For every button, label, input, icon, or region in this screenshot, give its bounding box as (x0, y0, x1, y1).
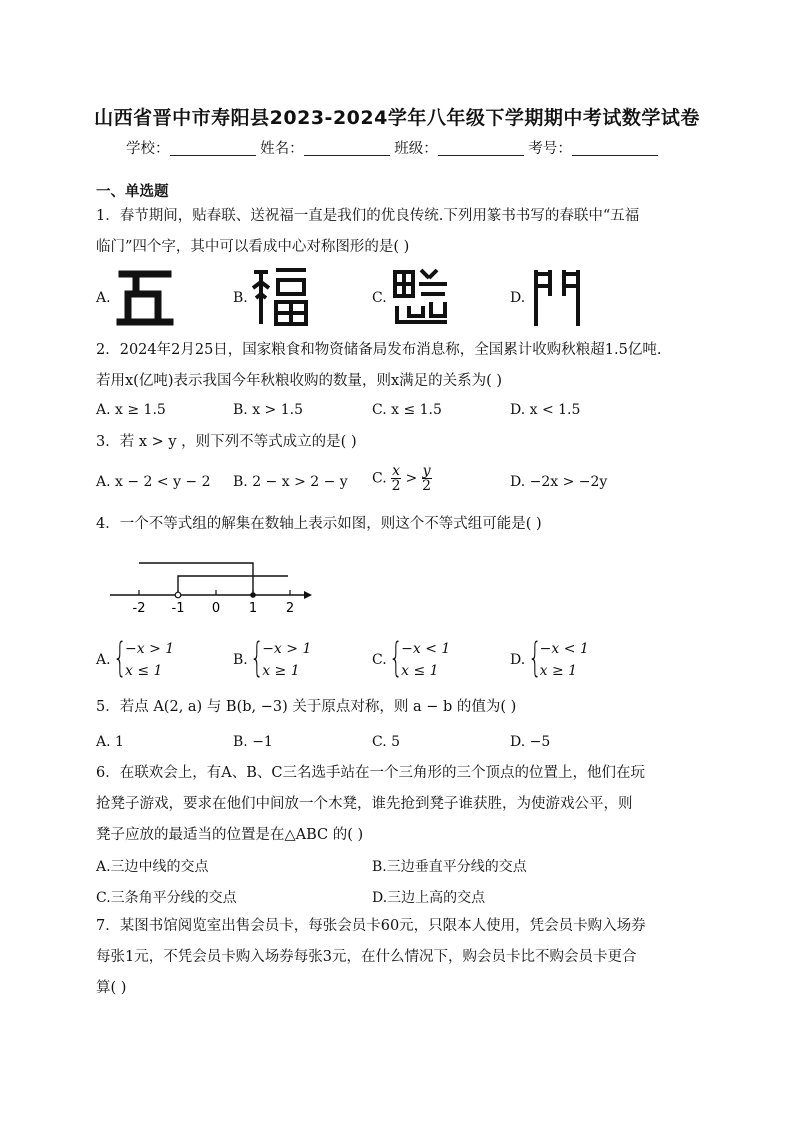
open-point-minus1 (175, 592, 181, 598)
field-name-label: 姓名： (260, 141, 304, 157)
q3-option-b: B. 2 − x > 2 − y (233, 474, 348, 490)
q6-option-c: C.三条角平分线的交点 (96, 890, 237, 906)
q2-option-d: D. x < 1.5 (510, 402, 581, 418)
q3-line1: 3．若 x > y ，则下列不等式成立的是( ) (96, 434, 357, 450)
q3-option-c (372, 464, 432, 493)
q5-option-a: A. 1 (96, 734, 124, 750)
q2-option-b: B. x > 1.5 (233, 402, 303, 418)
info-line (126, 137, 658, 158)
q1-option-d-label: D. (510, 290, 526, 306)
field-school-blank[interactable] (170, 141, 256, 156)
q3-option-c-gt: > (405, 470, 418, 487)
q1-option-a-label: A. (96, 290, 111, 306)
q3-option-a: A. x − 2 < y − 2 (96, 474, 211, 490)
q4-option-c: C. { −x < 1 x ≤ 1 (372, 635, 451, 681)
tick-label: -1 (171, 601, 185, 616)
tick-label: 2 (285, 601, 295, 616)
field-class-label: 班级： (394, 141, 438, 157)
q2-option-c: C. x ≤ 1.5 (372, 402, 442, 418)
section-title: 一、单选题 (96, 184, 169, 200)
q6-option-b: B.三边垂直平分线的交点 (372, 859, 527, 875)
q1-option-b-label: B. (233, 290, 248, 306)
q7-line3: 算( ) (96, 980, 127, 996)
tick-label: 0 (211, 601, 221, 616)
q3-option-d: D. −2x > −2y (510, 474, 608, 490)
field-id-blank[interactable] (572, 141, 658, 156)
q1-line2: 临门”四个字，其中可以看成中心对称图形的是( ) (96, 239, 410, 255)
q1-line1: 1．春节期间，贴春联、送祝福一直是我们的优良传统.下列用篆书书写的春联中“五福 (96, 208, 640, 224)
q2-line2: 若用x(亿吨)表示我国今年秋粮收购的数量，则x满足的关系为( ) (96, 373, 503, 389)
q3-option-c-frac-left: $\frac{x}{2}$ (391, 463, 401, 494)
field-class-blank[interactable] (438, 141, 524, 156)
q6-line2: 抢凳子游戏，要求在他们中间放一个木凳，谁先抢到凳子谁获胜，为使游戏公平，则 (96, 796, 633, 812)
q5-line1: 5．若点 A(2, a) 与 B(b, −3) 关于原点对称，则 a − b 的值为( ) (96, 699, 517, 715)
q4-option-b: B. { −x > 1 x ≥ 1 (233, 635, 312, 681)
q5-option-d: D. −5 (510, 734, 551, 750)
q6-line3: 凳子应放的最适当的位置是在△ABC 的( ) (96, 827, 364, 843)
q7-line1: 7．某图书馆阅览室出售会员卡，每张会员卡60元，只限本人使用，凭会员卡购入场券 (96, 918, 646, 934)
q7-line2: 每张1元，不凭会员卡购入场券每张3元，在什么情况下，购会员卡比不购会员卡更合 (96, 949, 637, 965)
q1-option-b-glyph (250, 266, 310, 328)
field-school-label: 学校： (126, 141, 170, 157)
q5-option-c: C. 5 (372, 734, 401, 750)
field-id-label: 考号： (528, 141, 572, 157)
q6-option-d: D.三边上高的交点 (372, 890, 486, 906)
q2-option-a: A. x ≥ 1.5 (96, 402, 166, 418)
q2-line1: 2．2024年2月25日，国家粮食和物资储备局发布消息称，全国累计收购秋粮超1.5亿吨. (96, 342, 662, 358)
q4-line1: 4．一个不等式组的解集在数轴上表示如图，则这个不等式组可能是( ) (96, 516, 542, 532)
q4-option-d: D. { −x < 1 x ≥ 1 (510, 635, 589, 681)
q1-option-a-glyph (114, 268, 174, 328)
q1-option-c-label: C. (372, 290, 387, 306)
q1-option-d-glyph (528, 266, 588, 328)
exam-title: 山西省晋中市寿阳县2023-2024学年八年级下学期期中考试数学试卷 (94, 107, 700, 129)
q4-number-line (106, 555, 316, 617)
q5-option-b: B. −1 (233, 734, 273, 750)
field-name-blank[interactable] (304, 141, 390, 156)
q6-option-a: A.三边中线的交点 (96, 859, 209, 875)
q4-option-a: A. { −x > 1 x ≤ 1 (96, 635, 175, 681)
q1-option-c-glyph (391, 266, 451, 328)
q3-option-c-label: C. (372, 470, 387, 487)
closed-point-1 (250, 592, 256, 598)
q3-option-c-frac-right: $\frac{y}{2}$ (422, 463, 432, 494)
tick-label: 1 (248, 601, 258, 616)
q6-line1: 6．在联欢会上，有A、B、C三名选手站在一个三角形的三个顶点的位置上，他们在玩 (96, 765, 645, 781)
tick-label: -2 (132, 601, 146, 616)
